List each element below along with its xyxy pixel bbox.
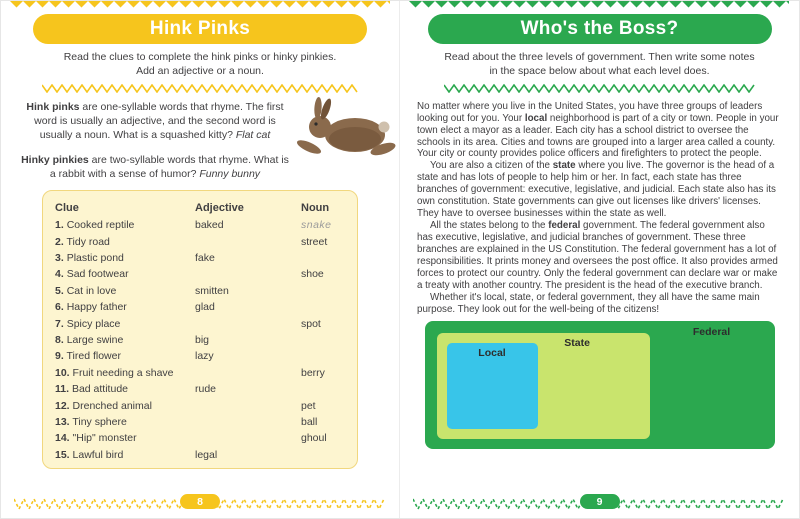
keyword-local: local xyxy=(524,112,548,124)
row-number: 4. xyxy=(55,268,64,281)
table-row xyxy=(55,332,347,348)
adjective-cell: rude xyxy=(195,383,217,396)
instructions-line: Add an adjective or a noun. xyxy=(136,64,264,77)
intro-section xyxy=(1,93,399,181)
top-sawtooth-border xyxy=(409,1,789,8)
row-number: 9. xyxy=(55,350,64,363)
row-number: 2. xyxy=(55,235,64,248)
clue-cell xyxy=(55,268,195,280)
row-number: 12. xyxy=(55,399,70,412)
table-row xyxy=(55,397,347,413)
page-footer xyxy=(1,492,399,512)
clue-cell xyxy=(55,285,195,297)
row-number: 6. xyxy=(55,301,64,314)
clue-cell xyxy=(55,432,195,444)
clue-text: Tiny sphere xyxy=(72,415,127,428)
clue-cell xyxy=(55,301,195,313)
adjective-cell: legal xyxy=(195,448,218,461)
row-number: 13. xyxy=(55,415,70,428)
table-header xyxy=(55,198,347,217)
clue-cell xyxy=(55,367,195,379)
header-noun: Noun xyxy=(301,201,330,214)
paragraph-text: neighborhood is part of a city or town. People in your town elect a mayor as a leader. Each city has a school district to oversee the schools in its area. Cities and towns are grouped into a larger area called a county. Your city or county provides police officers and firefighters to protect the people. xyxy=(417,112,779,160)
table-row xyxy=(55,365,347,381)
clue-cell xyxy=(55,252,195,264)
paragraph-text: All the states belong to the xyxy=(430,220,549,232)
clue-text: Happy father xyxy=(66,301,127,314)
definition-text: are two-syllable words that rhyme. What is a rabbit with a sense of humor? xyxy=(49,153,289,180)
body-paragraph xyxy=(417,220,782,292)
clue-cell xyxy=(55,416,195,428)
state-label: State xyxy=(564,336,590,349)
instructions-line: Read the clues to complete the hink pinks or hinky pinkies. xyxy=(63,51,337,63)
row-number: 1. xyxy=(55,219,64,232)
paragraph-text: government. The federal government also has executive, legislative, and judicial branches of government. These three branches are explained in the US Constitution. The federal government has a lot of responsibilities. It prints money and oversees the post office. It also provides armed forces to protect our country. Only the federal government can declare war or make a treaty with another country. The president is the head of the executive branch. xyxy=(417,220,778,291)
government-diagram-state-box xyxy=(437,333,650,439)
paragraph-text: Whether it's local, state, or federal government, they all have the same main purpose. They look out for the well-being of the citizens! xyxy=(417,291,760,315)
local-label: Local xyxy=(478,346,506,359)
term-hink-pinks: Hink pinks xyxy=(26,100,80,113)
row-number: 11. xyxy=(55,383,70,396)
keyword-federal: federal xyxy=(548,220,581,232)
clue-text: Lawful bird xyxy=(72,448,124,461)
clue-cell xyxy=(55,350,195,362)
paragraph-text: where you live. The governor is the head of a state and has lots of people to help him or her. In fact, each state has three branches of government: executive, legislative, and judicial. Each state also has its own constitution. State governments can give out licenses like drivers' licenses. They have to oversee businesses within the state as well. xyxy=(417,160,776,220)
page-number: 8 xyxy=(180,494,220,509)
adjective-cell: glad xyxy=(195,301,215,314)
table-row xyxy=(55,315,347,331)
page-title-banner xyxy=(33,14,367,44)
table-row xyxy=(55,217,347,233)
example-answer: Funny bunny xyxy=(199,167,261,180)
adjective-cell: big xyxy=(195,333,210,346)
clue-cell xyxy=(55,400,195,412)
clue-text: Cooked reptile xyxy=(66,219,135,232)
clue-text: "Hip" monster xyxy=(72,432,137,445)
hink-pinks-definition xyxy=(21,100,289,143)
clue-cell xyxy=(55,318,195,330)
instructions-line: in the space below about what each level does. xyxy=(489,64,710,77)
separator-zigzag xyxy=(444,84,756,93)
table-row xyxy=(55,283,347,299)
table-row xyxy=(55,381,347,397)
clue-cell xyxy=(55,334,195,346)
top-sawtooth-border xyxy=(10,1,390,8)
noun-cell: snake xyxy=(301,219,332,232)
adjective-cell: lazy xyxy=(195,350,214,363)
header-adjective: Adjective xyxy=(195,201,244,214)
row-number: 15. xyxy=(55,448,70,461)
header-clue: Clue xyxy=(55,201,79,214)
rabbit-photo xyxy=(293,97,397,163)
page-footer xyxy=(400,492,799,512)
row-number: 7. xyxy=(55,317,64,330)
body-paragraph xyxy=(417,292,782,316)
page-hink-pinks xyxy=(1,1,400,518)
table-row xyxy=(55,447,347,463)
clue-cell xyxy=(55,449,195,461)
intro-text xyxy=(21,100,289,181)
body-paragraph xyxy=(417,101,782,161)
row-number: 14. xyxy=(55,432,70,445)
government-diagram-local-box xyxy=(447,343,538,429)
noun-cell: shoe xyxy=(301,268,324,281)
clue-text: Cat in love xyxy=(66,284,117,297)
noun-cell: spot xyxy=(301,317,321,330)
row-number: 10. xyxy=(55,366,70,379)
clue-cell xyxy=(55,383,195,395)
page-whos-the-boss xyxy=(400,1,799,518)
keyword-state: state xyxy=(552,160,576,172)
noun-cell: berry xyxy=(301,366,325,379)
adjective-cell: baked xyxy=(195,219,224,232)
definition-text: are one-syllable words that rhyme. The first word is usually an adjective, and the second word is usually a noun. What is a squashed kitty? xyxy=(34,100,284,142)
clue-text: Large swine xyxy=(66,333,124,346)
table-row xyxy=(55,266,347,282)
page-instructions xyxy=(400,51,799,79)
table-row xyxy=(55,250,347,266)
row-number: 8. xyxy=(55,333,64,346)
term-hinky-pinkies: Hinky pinkies xyxy=(21,153,89,166)
table-row xyxy=(55,414,347,430)
clue-cell xyxy=(55,219,195,231)
clue-text: Sad footwear xyxy=(66,268,129,281)
noun-cell: ball xyxy=(301,415,318,428)
clue-cell xyxy=(55,236,195,248)
instructions-line: Read about the three levels of government. Then write some notes xyxy=(444,51,755,63)
page-title-banner xyxy=(428,14,772,44)
page-title: Hink Pinks xyxy=(149,18,251,39)
federal-label: Federal xyxy=(692,325,731,338)
adjective-cell: smitten xyxy=(195,284,229,297)
clue-text: Spicy place xyxy=(66,317,121,330)
clue-text: Tidy road xyxy=(66,235,110,248)
table-row xyxy=(55,233,347,249)
separator-zigzag xyxy=(42,84,358,93)
government-diagram-federal-box xyxy=(425,321,775,449)
body-paragraph xyxy=(417,160,782,220)
noun-cell: street xyxy=(301,235,328,248)
page-instructions xyxy=(1,51,399,79)
clue-text: Bad attitude xyxy=(71,383,128,396)
clue-table xyxy=(42,190,358,469)
adjective-cell: fake xyxy=(195,252,215,265)
noun-cell: ghoul xyxy=(301,432,327,445)
example-answer: Flat cat xyxy=(235,129,271,142)
clue-text: Drenched animal xyxy=(72,399,152,412)
table-row xyxy=(55,299,347,315)
article-text xyxy=(417,101,782,316)
paragraph-text: You are also a citizen of the xyxy=(430,160,553,172)
row-number: 5. xyxy=(55,284,64,297)
paragraph-text: No matter where you live in the United States, you have three groups of leaders looking out for you. Your xyxy=(417,100,763,124)
row-number: 3. xyxy=(55,252,64,265)
noun-cell: pet xyxy=(301,399,316,412)
clue-text: Tired flower xyxy=(66,350,121,363)
clue-text: Plastic pond xyxy=(66,252,124,265)
page-title: Who's the Boss? xyxy=(520,18,679,39)
hinky-pinkies-definition xyxy=(21,153,289,182)
page-number: 9 xyxy=(580,494,620,509)
table-row xyxy=(55,348,347,364)
clue-text: Fruit needing a shave xyxy=(72,366,174,379)
table-row xyxy=(55,430,347,446)
